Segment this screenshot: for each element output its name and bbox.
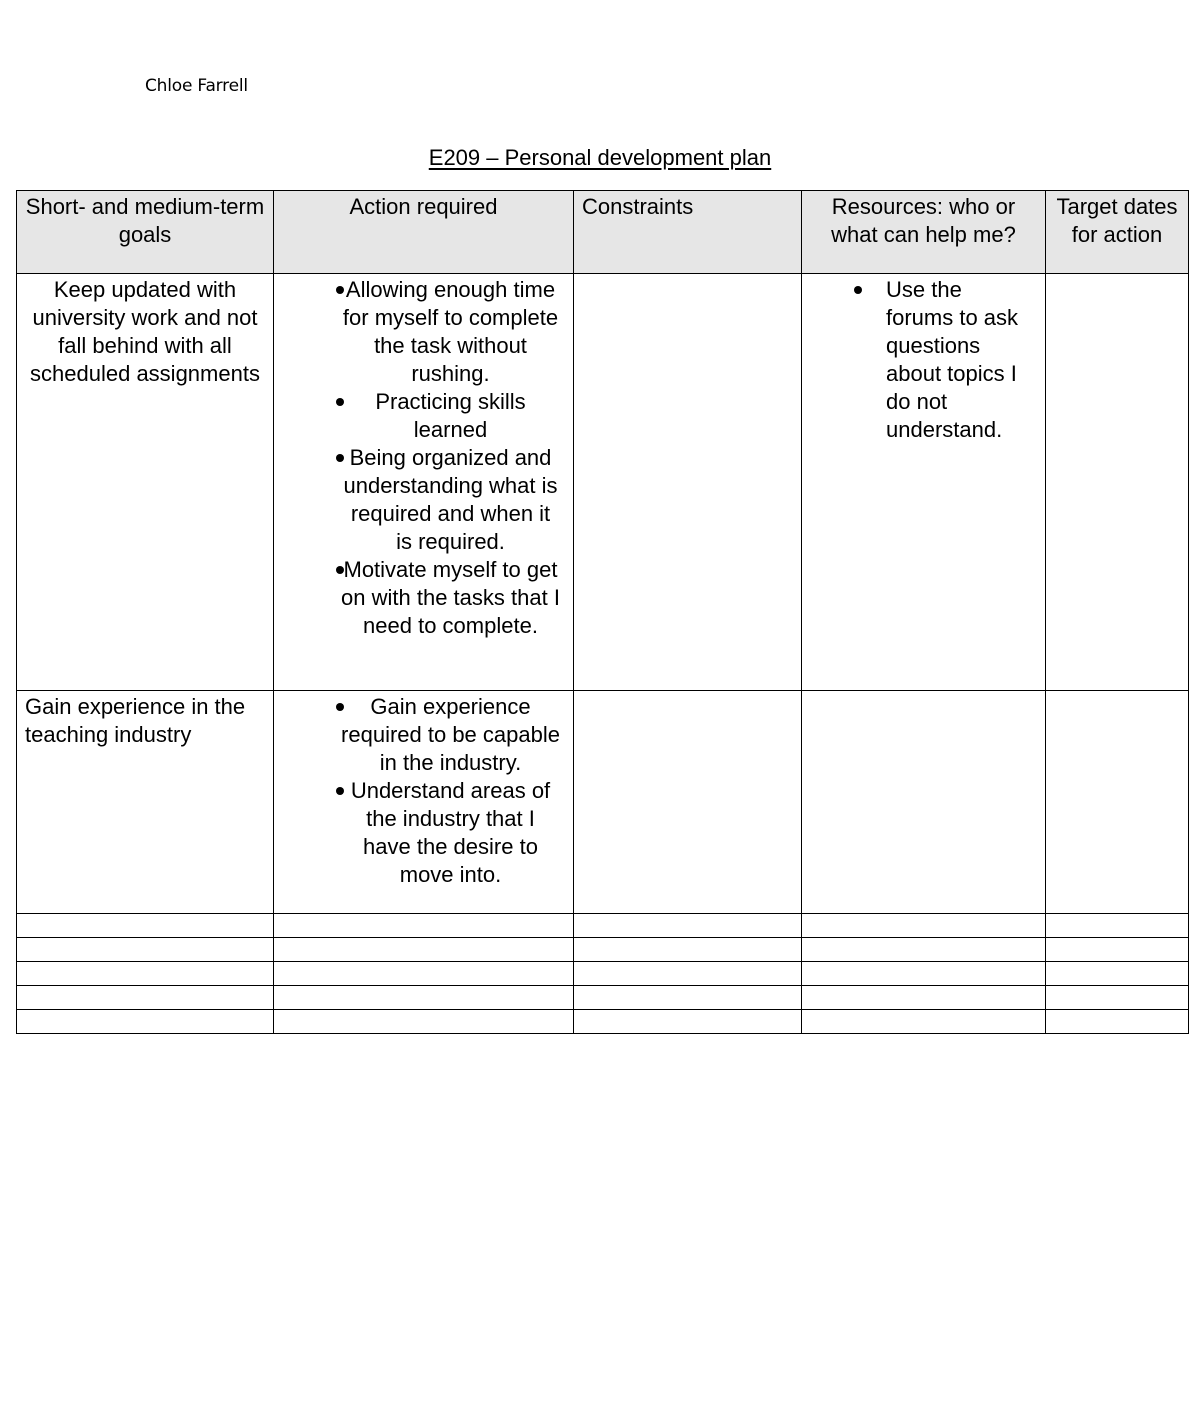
action-cell [274,274,574,691]
table-row [17,274,1189,691]
empty-cell [17,962,274,986]
target-date-cell [1046,274,1189,691]
list-item [282,444,565,556]
action-text: Understand areas of the industry that I have the desire to move into. [350,778,551,887]
table-row [17,691,1189,914]
empty-cell [574,986,802,1010]
resource-text: Use the forums to ask questions about topics I do not understand. [886,277,1019,442]
constraints-cell [574,274,802,691]
empty-cell [1046,1010,1189,1034]
resources-cell [802,691,1046,914]
empty-cell [17,1010,274,1034]
empty-cell [1046,938,1189,962]
list-item [282,777,565,889]
page-title: E209 – Personal development plan [428,145,772,170]
empty-table-row [17,914,1189,938]
empty-cell [274,1010,574,1034]
bullet-icon [336,454,344,462]
target-date-cell [1046,691,1189,914]
empty-cell [802,938,1046,962]
resources-cell [802,274,1046,691]
header-resources: Resources: who or what can help me? [802,191,1046,274]
list-item [282,276,565,388]
empty-cell [802,986,1046,1010]
empty-cell [274,938,574,962]
empty-cell [17,986,274,1010]
empty-cell [574,962,802,986]
constraints-cell [574,691,802,914]
empty-cell [274,962,574,986]
empty-cell [17,914,274,938]
bullet-icon [336,286,344,294]
list-item [282,388,565,444]
list-item [282,556,565,640]
header-constraints: Constraints [574,191,802,274]
bullet-icon [336,787,344,795]
empty-cell [802,914,1046,938]
author-name: Chloe Farrell [145,76,248,96]
empty-table-row [17,986,1189,1010]
empty-cell [1046,986,1189,1010]
action-list [282,693,565,889]
action-text: Allowing enough time for myself to complete the task without rushing. [342,277,559,386]
empty-cell [1046,914,1189,938]
empty-table-row [17,1010,1189,1034]
action-text: Being organized and understanding what is required and when it is required. [343,445,558,554]
bullet-icon [854,286,862,294]
action-text: Motivate myself to get on with the tasks that I need to complete. [341,557,560,638]
empty-cell [274,914,574,938]
list-item [810,276,1037,444]
bullet-icon [336,398,344,406]
action-text: Practicing skills learned [375,389,526,442]
empty-cell [574,914,802,938]
header-target-dates: Target dates for action [1046,191,1189,274]
empty-cell [574,1010,802,1034]
empty-cell [802,962,1046,986]
empty-cell [574,938,802,962]
table-header-row [17,191,1189,274]
empty-cell [17,938,274,962]
action-cell [274,691,574,914]
empty-cell [802,1010,1046,1034]
bullet-icon [336,566,344,574]
action-text: Gain experience required to be capable in the industry. [341,694,560,775]
list-item [282,693,565,777]
development-plan-table [16,190,1189,1034]
bullet-icon [336,703,344,711]
empty-table-row [17,962,1189,986]
action-list [282,276,565,640]
empty-cell [274,986,574,1010]
goal-cell: Keep updated with university work and not fall behind with all scheduled assignments [17,274,274,691]
empty-cell [1046,962,1189,986]
header-action-required: Action required [274,191,574,274]
resources-list [810,276,1037,444]
goal-cell: Gain experience in the teaching industry [17,691,274,914]
empty-table-row [17,938,1189,962]
header-goals: Short- and medium-term goals [17,191,274,274]
